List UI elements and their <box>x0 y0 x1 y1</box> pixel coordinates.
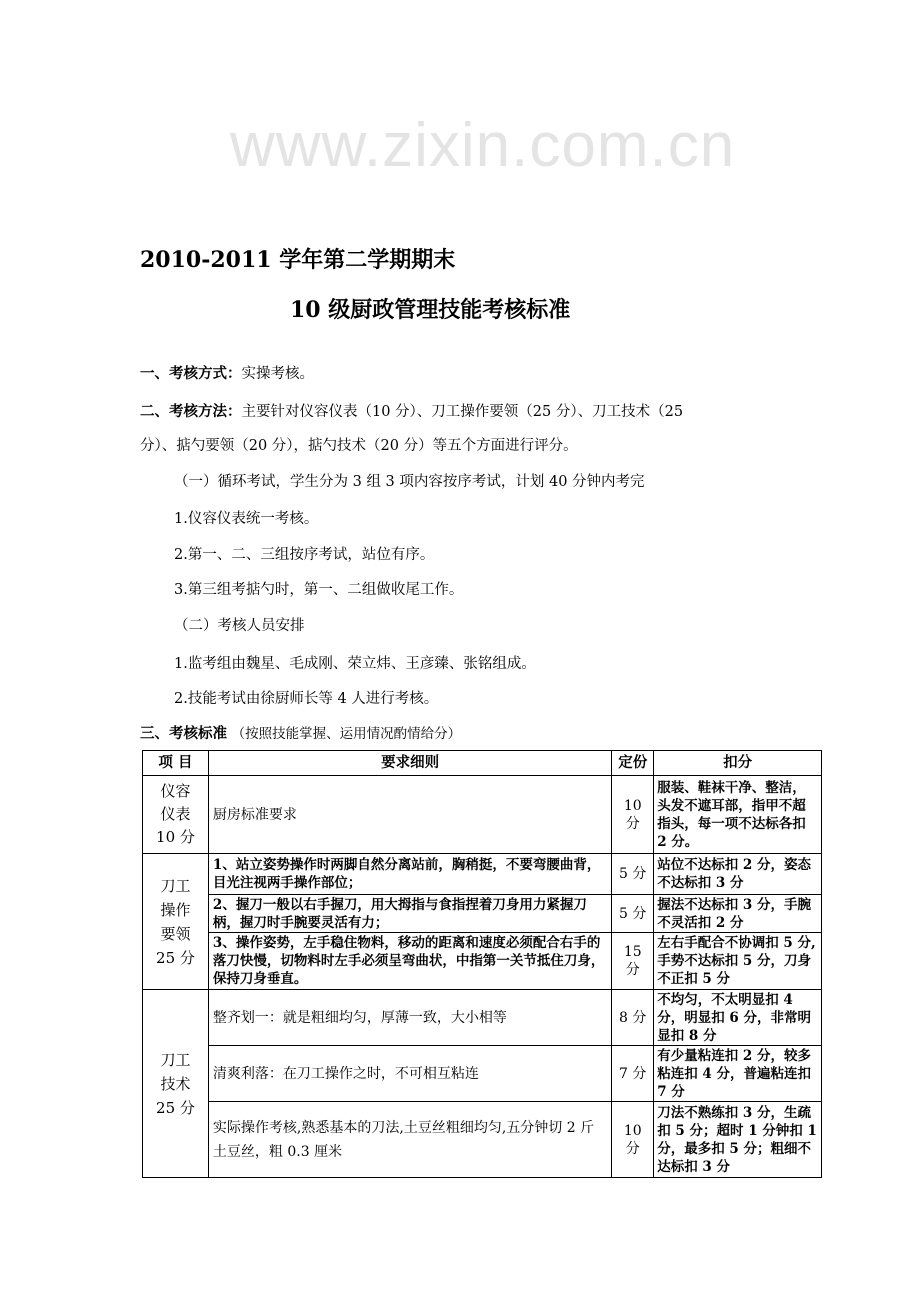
section-3-label: 三、考核标准 <box>140 725 227 742</box>
table-row <box>143 933 822 990</box>
item-text: 技术 <box>160 1074 191 1093</box>
item-text: 仪表 <box>160 805 191 823</box>
section-2 <box>140 400 683 421</box>
deduction-cell: 有少量粘连扣 2 分，较多粘连扣 4 分，普遍粘连扣 7 分 <box>654 1046 822 1102</box>
header-score: 定份 <box>612 751 654 776</box>
requirement-cell: 1、站立姿势操作时两脚自然分离站前，胸稍挺，不要弯腰曲背，目光注视两手操作部位； <box>208 854 611 895</box>
requirement-cell: 2、握刀一般以右手握刀，用大拇指与食指捏着刀身用力紧握刀柄，握刀时手腕要灵活有力； <box>208 895 611 933</box>
item-text: 25 分 <box>156 1098 195 1117</box>
deduction-cell: 站位不达标扣 2 分，姿态不达标扣 3 分 <box>654 854 822 895</box>
table-row <box>143 854 822 895</box>
deduction-cell: 刀法不熟练扣 3 分，生疏扣 5 分；超时 1 分钟扣 1 分，最多扣 5 分；粗细不达标扣 3 分 <box>654 1102 822 1178</box>
table-row <box>143 990 822 1046</box>
para-2: 2.第一、二、三组按序考试，站位有序。 <box>174 547 435 563</box>
item-cell <box>143 854 209 990</box>
section-1 <box>140 362 314 383</box>
table-row <box>143 776 822 854</box>
table-row <box>143 1102 822 1178</box>
section-2-text-2: 分）、掂勺要领（20 分），掂勺技术（20 分）等五个方面进行评分。 <box>140 438 578 454</box>
score-cell: 7 分 <box>612 1046 654 1102</box>
table-row <box>143 1046 822 1102</box>
section-1-label: 一、考核方式： <box>140 365 242 382</box>
score-cell: 8 分 <box>612 990 654 1046</box>
table-header-row <box>143 751 822 776</box>
item-text: 刀工 <box>160 1050 191 1069</box>
title-line-1: 2010-2011 学年第二学期期末 <box>140 247 456 273</box>
item-cell <box>143 776 209 854</box>
score-cell: 10 分 <box>612 1102 654 1178</box>
score-cell: 5 分 <box>612 854 654 895</box>
para-1: 1.仪容仪表统一考核。 <box>174 511 319 527</box>
para-cycle: （一）循环考试，学生分为 3 组 3 项内容按序考试，计划 40 分钟内考完 <box>174 474 645 490</box>
header-deduction: 扣分 <box>654 751 822 776</box>
section-2-label: 二、考核方法： <box>140 403 242 420</box>
header-requirement: 要求细则 <box>208 751 611 776</box>
para-staff-1: 1.监考组由魏星、毛成刚、荣立炜、王彦臻、张铭组成。 <box>174 656 536 672</box>
deduction-cell: 不均匀，不太明显扣 4 分，明显扣 6 分，非常明显扣 8 分 <box>654 990 822 1046</box>
requirement-cell: 整齐划一：就是粗细均匀，厚薄一致，大小相等 <box>208 990 611 1046</box>
section-2-text-1: 主要针对仪容仪表（10 分）、刀工操作要领（25 分）、刀工技术（25 <box>241 404 684 420</box>
para-staff: （二）考核人员安排 <box>174 618 305 634</box>
requirement-cell: 厨房标准要求 <box>208 776 611 854</box>
deduction-cell: 左右手配合不协调扣 5 分,手势不达标扣 5 分，刀身不正扣 5 分 <box>654 933 822 990</box>
deduction-cell: 握法不达标扣 3 分，手腕不灵活扣 2 分 <box>654 895 822 933</box>
watermark: www.zixin.com.cn <box>230 111 736 180</box>
section-1-text: 实操考核。 <box>241 366 314 382</box>
section-3-note: （按照技能掌握、运用情况酌情给分） <box>231 726 462 742</box>
requirement-cell: 清爽利落：在刀工操作之时，不可相互粘连 <box>208 1046 611 1102</box>
item-text: 25 分 <box>156 948 195 967</box>
requirement-cell: 实际操作考核,熟悉基本的刀法,土豆丝粗细均匀,五分钟切 2 斤土豆丝，粗 0.3 厘米 <box>208 1102 611 1178</box>
score-cell: 5 分 <box>612 895 654 933</box>
requirement-cell: 3、操作姿势，左手稳住物料，移动的距离和速度必须配合右手的落刀快慢，切物料时左手必须呈弯曲状，中指第一关节抵住刀身，保持刀身垂直。 <box>208 933 611 990</box>
section-3 <box>140 722 461 743</box>
item-text: 仪容 <box>160 782 191 800</box>
score-cell: 15 分 <box>612 933 654 990</box>
para-3: 3.第三组考掂勺时，第一、二组做收尾工作。 <box>174 582 464 598</box>
para-staff-2: 2.技能考试由徐厨师长等 4 人进行考核。 <box>174 691 439 707</box>
criteria-table <box>142 750 822 1178</box>
item-cell <box>143 990 209 1178</box>
header-item: 项 目 <box>143 751 209 776</box>
item-text: 刀工 <box>160 876 191 895</box>
item-text: 操作 <box>160 900 191 919</box>
item-text: 10 分 <box>156 828 195 846</box>
table-row <box>143 895 822 933</box>
item-text: 要领 <box>160 924 191 943</box>
deduction-cell: 服装、鞋袜干净、整洁，头发不遮耳部，指甲不超指头，每一项不达标各扣 2 分。 <box>654 776 822 854</box>
title-line-2: 10 级厨政管理技能考核标准 <box>290 297 571 323</box>
score-cell: 10 分 <box>612 776 654 854</box>
